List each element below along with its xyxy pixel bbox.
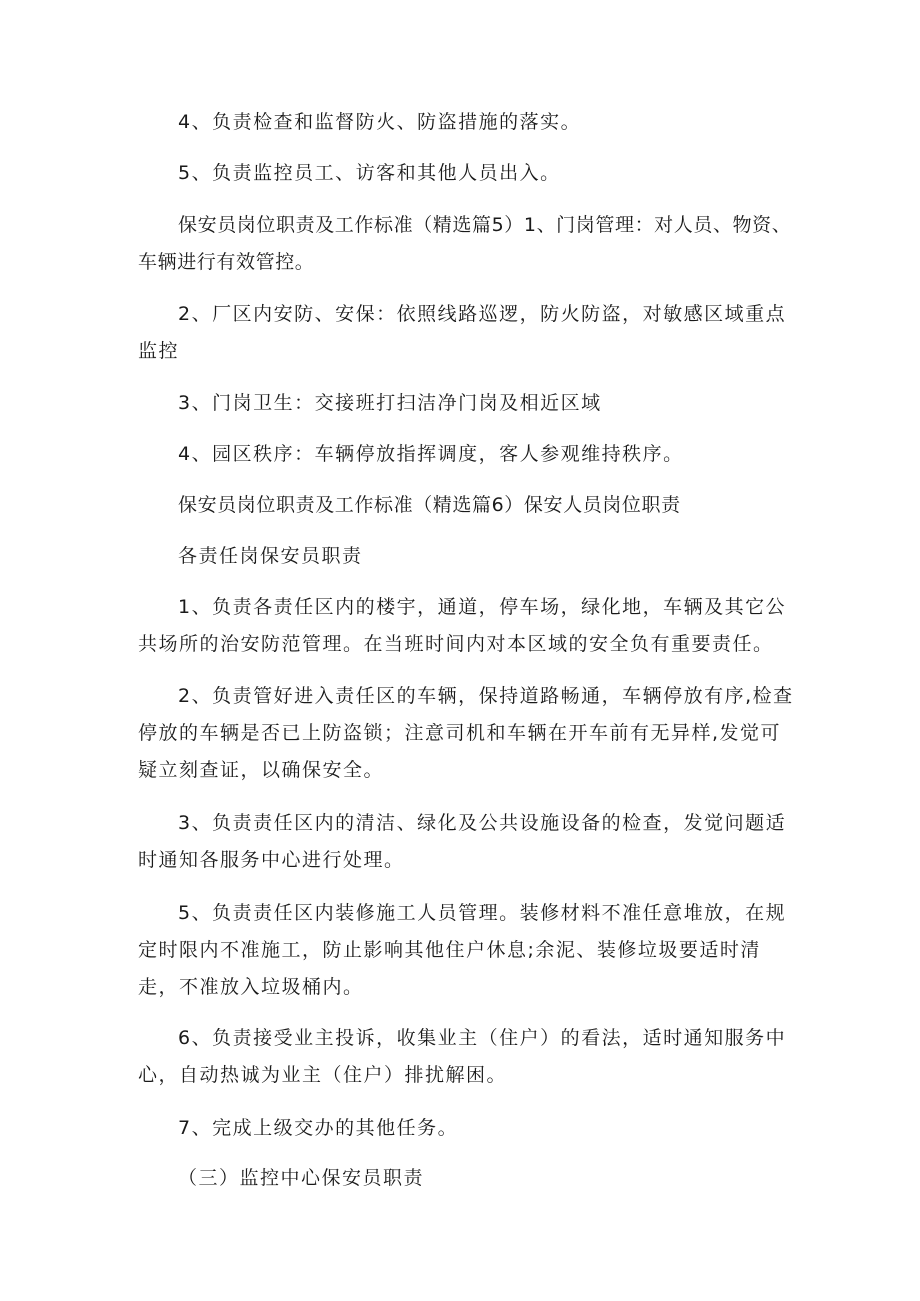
paragraph-7: 保安员岗位职责及工作标准（精选篇6）保安人员岗位职责 bbox=[178, 494, 681, 516]
paragraph-3: 保安员岗位职责及工作标准（精选篇5）1、门岗管理：对人员、物资、车辆进行有效管控。 bbox=[138, 214, 792, 273]
paragraph-13: 6、负责接受业主投诉，收集业主（住户）的看法，适时通知服务中心，自动热诚为业主（住户）排扰解困。 bbox=[138, 1027, 787, 1086]
paragraph-2: 5、负责监控员工、访客和其他人员出入。 bbox=[178, 162, 561, 184]
paragraph-1: 4、负责检查和监督防火、防盗措施的落实。 bbox=[178, 111, 582, 133]
paragraph-9: 1、负责各责任区内的楼宇，通道，停车场，绿化地，车辆及其它公共场所的治安防范管理。在当班时间内对本区域的安全负有重要责任。 bbox=[138, 596, 787, 655]
paragraph-15: （三）监控中心保安员职责 bbox=[178, 1167, 425, 1189]
paragraph-6: 4、园区秩序：车辆停放指挥调度，客人参观维持秩序。 bbox=[178, 443, 684, 465]
paragraph-4: 2、厂区内安防、安保：依照线路巡逻，防火防盗，对敏感区域重点监控 bbox=[138, 303, 787, 362]
paragraph-8: 各责任岗保安员职责 bbox=[178, 545, 363, 567]
paragraph-10: 2、负责管好进入责任区的车辆，保持道路畅通，车辆停放有序,检查停放的车辆是否已上防盗锁；注意司机和车辆在开车前有无异样,发觉可疑立刻查证，以确保安全。 bbox=[138, 685, 794, 781]
paragraph-14: 7、完成上级交办的其他任务。 bbox=[178, 1117, 459, 1139]
paragraph-5: 3、门岗卫生：交接班打扫洁净门岗及相近区域 bbox=[178, 392, 602, 414]
paragraph-12: 5、负责责任区内装修施工人员管理。装修材料不准任意堆放，在规定时限内不准施工，防止影响其他住户休息;余泥、装修垃圾要适时清走，不准放入垃圾桶内。 bbox=[138, 902, 787, 998]
paragraph-11: 3、负责责任区内的清洁、绿化及公共设施设备的检查，发觉问题适时通知各服务中心进行处理。 bbox=[138, 812, 787, 871]
